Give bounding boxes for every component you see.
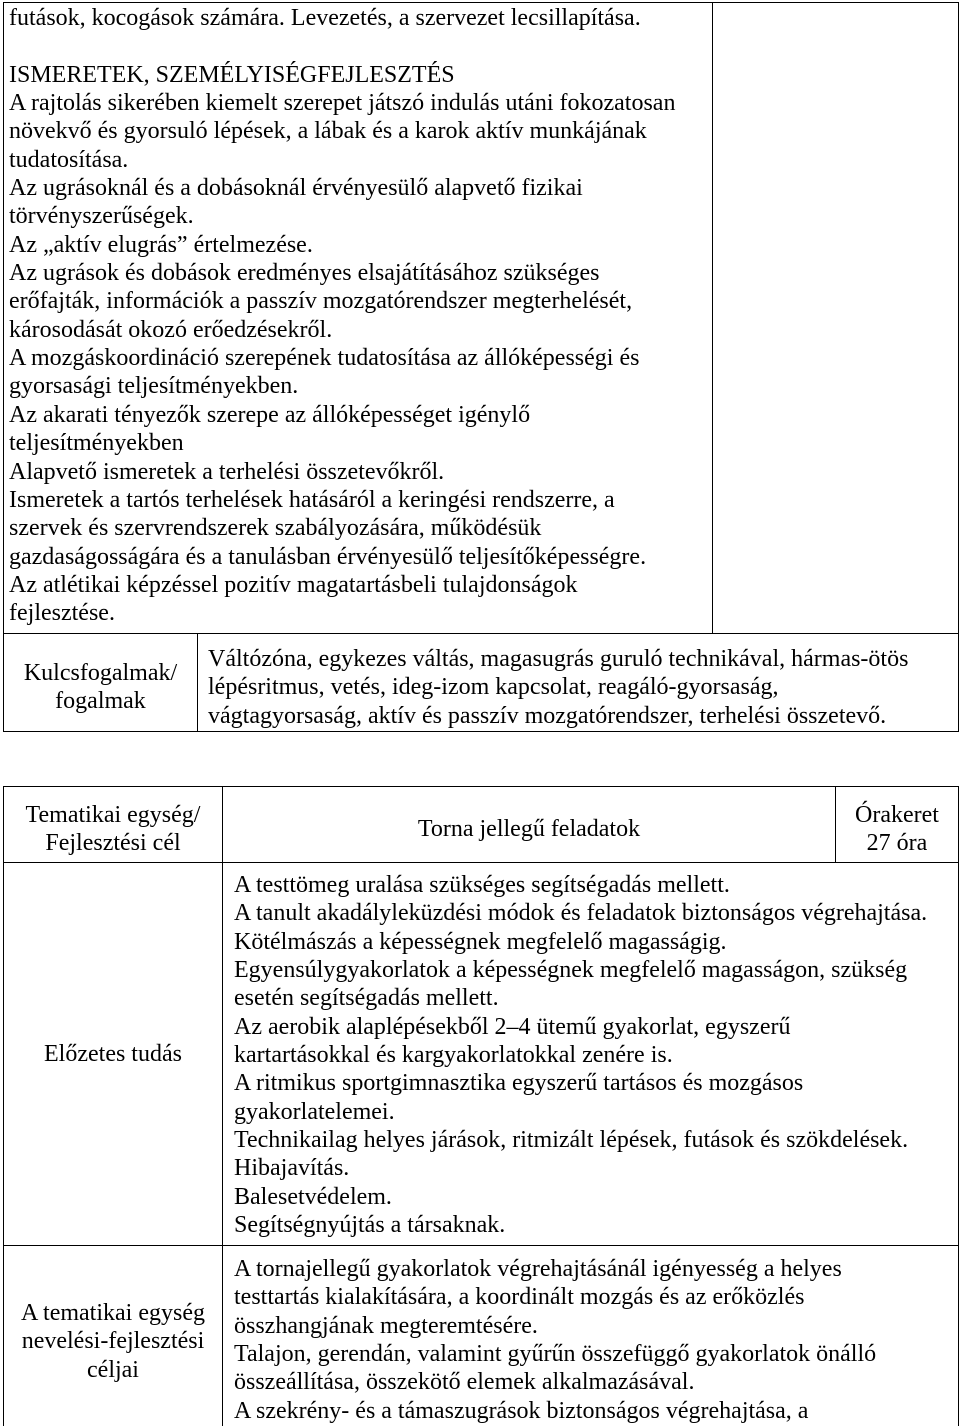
prior-knowledge-line: Hibajavítás.	[234, 1155, 350, 1182]
knowledge-line: Ismeretek a tartós terhelések hatásáról a keringési rendszerre, a	[9, 486, 615, 513]
key-concepts-label: fogalmak	[55, 688, 146, 715]
goals-label-cell	[3, 1245, 223, 1426]
goals-line: testtartás kialakítására, a koordinált mozgás és az erőközlés	[234, 1284, 805, 1311]
knowledge-line: tudatosítása.	[9, 146, 129, 173]
prior-knowledge-line: Az aerobik alaplépésekből 2–4 ütemű gyakorlat, egyszerű	[234, 1013, 791, 1040]
knowledge-line: Az akarati tényezők szerepe az állóképességet igénylő	[9, 401, 531, 428]
goals-label: nevelési-fejlesztési	[21, 1328, 205, 1355]
goals-line: Talajon, gerendán, valamint gyűrűn összefüggő gyakorlatok önálló	[234, 1341, 877, 1368]
knowledge-line: A mozgáskoordináció szerepének tudatosítása az állóképességi és	[9, 345, 640, 372]
knowledge-cell	[3, 2, 713, 634]
knowledge-line: gyorsasági teljesítményekben.	[9, 373, 299, 400]
key-concepts-line: Váltózóna, egykezes váltás, magasugrás guruló technikával, hármas-ötös	[208, 646, 909, 672]
prior-knowledge-line: kartartásokkal és kargyakorlatokkal zenére is.	[234, 1042, 673, 1069]
hours-cell	[835, 786, 959, 863]
prior-knowledge-line: esetén segítségadás mellett.	[234, 985, 499, 1012]
unit-label: Tematikai egység/	[25, 802, 201, 828]
knowledge-line: teljesítményekben	[9, 430, 184, 457]
prior-knowledge-line: Balesetvédelem.	[234, 1183, 392, 1210]
empty-cell	[712, 2, 959, 634]
goals-label: A tematikai egység	[21, 1300, 205, 1326]
unit-title: Torna jellegű feladatok	[417, 816, 641, 842]
unit-label-cell	[3, 786, 223, 863]
key-concepts-label-cell	[3, 633, 198, 732]
knowledge-line: Az „aktív elugrás” értelmezése.	[9, 231, 313, 258]
goals-line: A szekrény- és a támaszugrások biztonságos végrehajtása, a	[234, 1397, 809, 1424]
lead-line: futások, kocogások számára. Levezetés, a szervezet lecsillapítása.	[9, 5, 641, 31]
prior-knowledge-line: Egyensúlygyakorlatok a képességnek megfelelő magasságon, szükség	[234, 957, 908, 984]
goals-line: összhangjának megteremtésére.	[234, 1312, 538, 1339]
hours-value: 27 óra	[866, 830, 928, 857]
knowledge-line: törvényszerűségek.	[9, 203, 194, 230]
goals-cell	[222, 1245, 959, 1426]
knowledge-line: Az atlétikai képzéssel pozitív magatartásbeli tulajdonságok	[9, 571, 578, 598]
prior-knowledge-line: Segítségnyújtás a társaknak.	[234, 1212, 506, 1239]
knowledge-line: Az ugrásoknál és a dobásoknál érvényesülő alapvető fizikai	[9, 175, 583, 202]
prior-knowledge-line: A ritmikus sportgimnasztika egyszerű tartásos és mozgásos	[234, 1070, 804, 1097]
knowledge-line: fejlesztése.	[9, 600, 115, 627]
key-concepts-line: vágtagyorsaság, aktív és passzív mozgatórendszer, terhelési összetevő.	[208, 702, 887, 729]
prior-knowledge-label-cell	[3, 862, 223, 1246]
knowledge-line: Az ugrások és dobások eredményes elsajátításához szükséges	[9, 260, 600, 287]
knowledge-line: növekvő és gyorsuló lépések, a lábak és a karok aktív munkájának	[9, 118, 647, 145]
knowledge-heading: ISMERETEK, SZEMÉLYISÉGFEJLESZTÉS	[9, 61, 455, 88]
spacer	[9, 32, 712, 60]
knowledge-line: károsodását okozó erőedzésekről.	[9, 316, 333, 343]
prior-knowledge-label: Előzetes tudás	[44, 1040, 182, 1067]
goals-line: A tornajellegű gyakorlatok végrehajtásánál igényesség a helyes	[234, 1256, 842, 1282]
prior-knowledge-line: Technikailag helyes járások, ritmizált lépések, futások és szökdelések.	[234, 1127, 909, 1154]
prior-knowledge-line: A testtömeg uralása szükséges segítségadás mellett.	[234, 872, 730, 898]
prior-knowledge-line: gyakorlatelemei.	[234, 1098, 395, 1125]
goals-label: céljai	[87, 1356, 139, 1383]
key-concepts-cell	[197, 633, 959, 732]
unit-label: Fejlesztési cél	[45, 830, 181, 857]
knowledge-line: szervek és szervrendszerek szabályozására, működésük	[9, 515, 542, 542]
hours-label: Órakeret	[855, 802, 939, 828]
prior-knowledge-cell	[222, 862, 959, 1246]
knowledge-line: Alapvető ismeretek a terhelési összetevőkről.	[9, 458, 445, 485]
prior-knowledge-line: Kötélmászás a képességnek megfelelő magasságig.	[234, 928, 727, 955]
knowledge-line: A rajtolás sikerében kiemelt szerepet játszó indulás utáni fokozatosan	[9, 90, 676, 117]
prior-knowledge-line: A tanult akadályleküzdési módok és feladatok biztonságos végrehajtása.	[234, 900, 928, 927]
unit-title-cell	[222, 786, 836, 863]
knowledge-line: gazdaságosságára és a tanulásban érvényesülő teljesítőképességre.	[9, 543, 647, 570]
key-concepts-label: Kulcsfogalmak/	[23, 660, 178, 686]
knowledge-line: erőfajták, információk a passzív mozgatórendszer megterhelését,	[9, 288, 633, 315]
key-concepts-line: lépésritmus, vetés, ideg-izom kapcsolat, reagáló-gyorsaság,	[208, 674, 779, 701]
goals-line: összeállítása, összekötő elemek alkalmazásával.	[234, 1369, 695, 1396]
